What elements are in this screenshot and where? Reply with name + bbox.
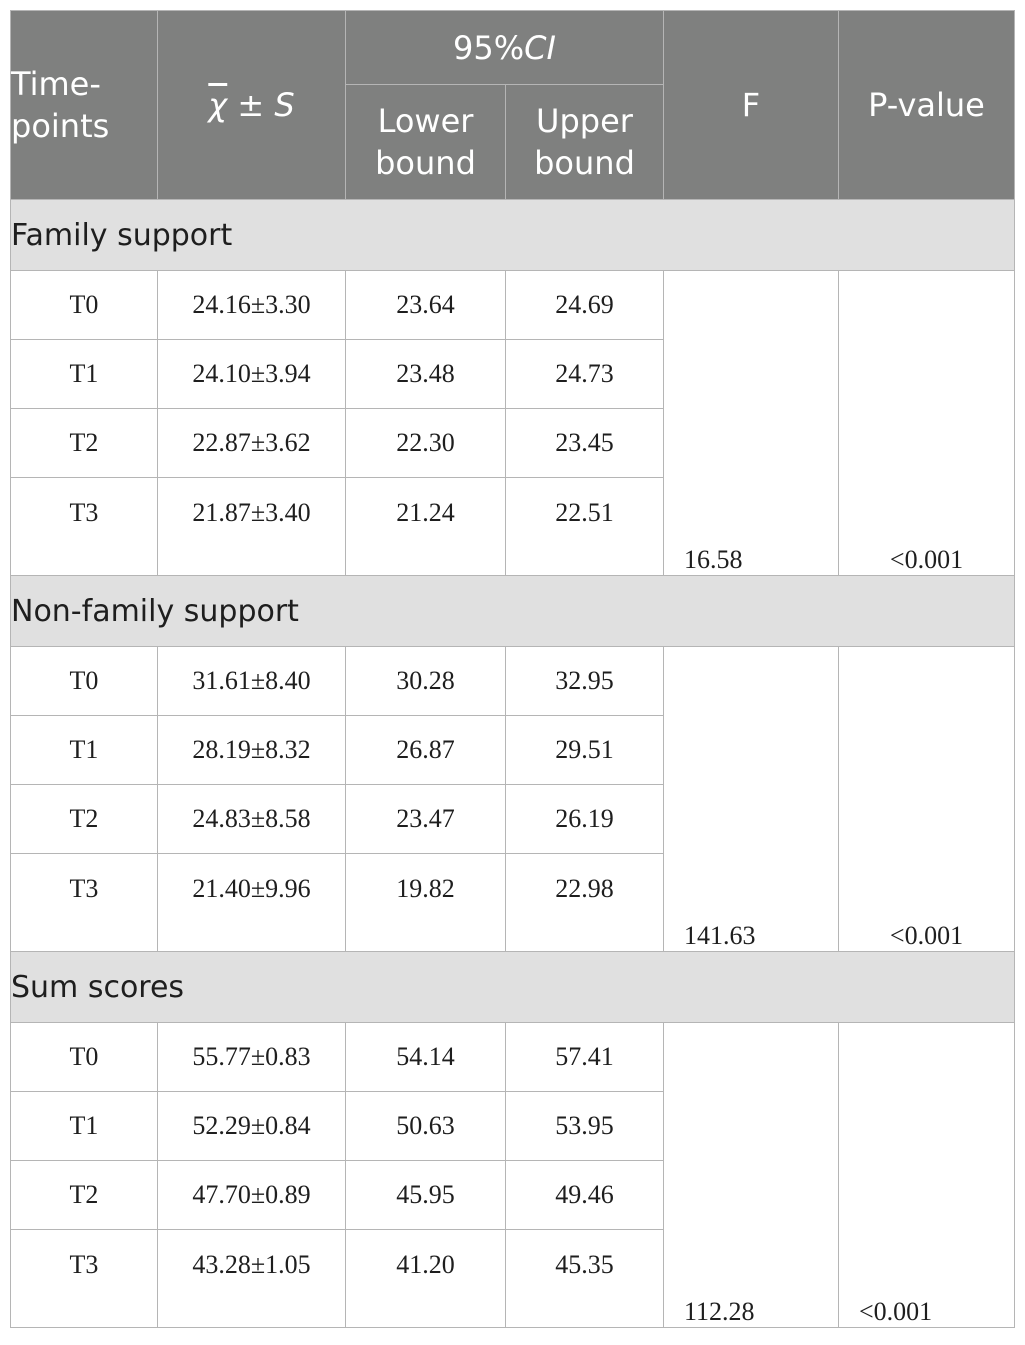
ci-header-full [0, 0, 1, 1]
cell-upper: 53.95 [506, 1092, 664, 1161]
cell-lower: 26.87 [346, 716, 506, 785]
cell-p: <0.001 [839, 271, 1015, 576]
cell-lower: 45.95 [346, 1161, 506, 1230]
cell-lower: 23.47 [346, 785, 506, 854]
cell-mean: 31.61±8.40 [158, 647, 346, 716]
cell-timepoint: T1 [11, 1092, 158, 1161]
header-f: F [664, 11, 839, 200]
mean-header-full [0, 0, 1, 1]
results-table [10, 10, 1015, 1328]
ci-prefix: 95% [453, 28, 525, 67]
cell-timepoint: T1 [11, 716, 158, 785]
mean-symbol: $\overline{\chi}$ [208, 86, 228, 124]
header-ci [346, 11, 664, 85]
cell-mean: 21.87±3.40 [158, 478, 346, 576]
cell-upper: 49.46 [506, 1161, 664, 1230]
cell-timepoint: T3 [11, 854, 158, 952]
header-lower-label: Lower bound [375, 102, 476, 182]
cell-f: 112.28 [664, 1023, 839, 1328]
cell-mean: 43.28±1.05 [158, 1230, 346, 1328]
cell-timepoint: T3 [11, 478, 158, 576]
cell-lower: 21.24 [346, 478, 506, 576]
cell-mean: 24.16±3.30 [158, 271, 346, 340]
cell-upper: 29.51 [506, 716, 664, 785]
section-sum [11, 952, 1015, 1328]
cell-lower: 54.14 [346, 1023, 506, 1092]
header-upper-label: Upper bound [534, 102, 635, 182]
cell-mean: 28.19±8.32 [158, 716, 346, 785]
table-row [11, 647, 1015, 716]
header-timepoints-label: Time-points [11, 65, 110, 145]
table-row [11, 1023, 1015, 1092]
cell-upper: 45.35 [506, 1230, 664, 1328]
cell-mean: 21.40±9.96 [158, 854, 346, 952]
section-title: Non-family support [11, 576, 1015, 647]
cell-mean: 24.10±3.94 [158, 340, 346, 409]
cell-upper: 22.51 [506, 478, 664, 576]
cell-lower: 50.63 [346, 1092, 506, 1161]
ci-suffix: CI [524, 28, 556, 67]
cell-mean: 47.70±0.89 [158, 1161, 346, 1230]
cell-upper: 32.95 [506, 647, 664, 716]
section-title: Sum scores [11, 952, 1015, 1023]
header-mean [158, 11, 346, 200]
cell-upper: 26.19 [506, 785, 664, 854]
cell-upper: 24.73 [506, 340, 664, 409]
cell-upper: 24.69 [506, 271, 664, 340]
cell-p: <0.001 [839, 1023, 1015, 1328]
mean-rest: ± S [227, 86, 295, 124]
header-p: P-value [839, 11, 1015, 200]
cell-lower: 30.28 [346, 647, 506, 716]
cell-mean: 55.77±0.83 [158, 1023, 346, 1092]
header-lower [346, 85, 506, 200]
cell-timepoint: T3 [11, 1230, 158, 1328]
cell-timepoint: T0 [11, 1023, 158, 1092]
cell-mean: 24.83±8.58 [158, 785, 346, 854]
cell-f: 16.58 [664, 271, 839, 576]
cell-upper: 23.45 [506, 409, 664, 478]
cell-timepoint: T2 [11, 785, 158, 854]
cell-timepoint: T2 [11, 409, 158, 478]
header-timepoints [11, 11, 158, 200]
section-family [11, 200, 1015, 576]
cell-timepoint: T2 [11, 1161, 158, 1230]
cell-lower: 19.82 [346, 854, 506, 952]
cell-f: 141.63 [664, 647, 839, 952]
cell-lower: 23.64 [346, 271, 506, 340]
section-nonfamily [11, 576, 1015, 952]
cell-lower: 41.20 [346, 1230, 506, 1328]
cell-p: <0.001 [839, 647, 1015, 952]
cell-timepoint: T1 [11, 340, 158, 409]
section-title: Family support [11, 200, 1015, 271]
header-upper [506, 85, 664, 200]
cell-lower: 22.30 [346, 409, 506, 478]
cell-mean: 52.29±0.84 [158, 1092, 346, 1161]
cell-upper: 22.98 [506, 854, 664, 952]
cell-timepoint: T0 [11, 271, 158, 340]
cell-lower: 23.48 [346, 340, 506, 409]
cell-timepoint: T0 [11, 647, 158, 716]
cell-upper: 57.41 [506, 1023, 664, 1092]
cell-mean: 22.87±3.62 [158, 409, 346, 478]
table-header [11, 11, 1015, 200]
table-row [11, 271, 1015, 340]
